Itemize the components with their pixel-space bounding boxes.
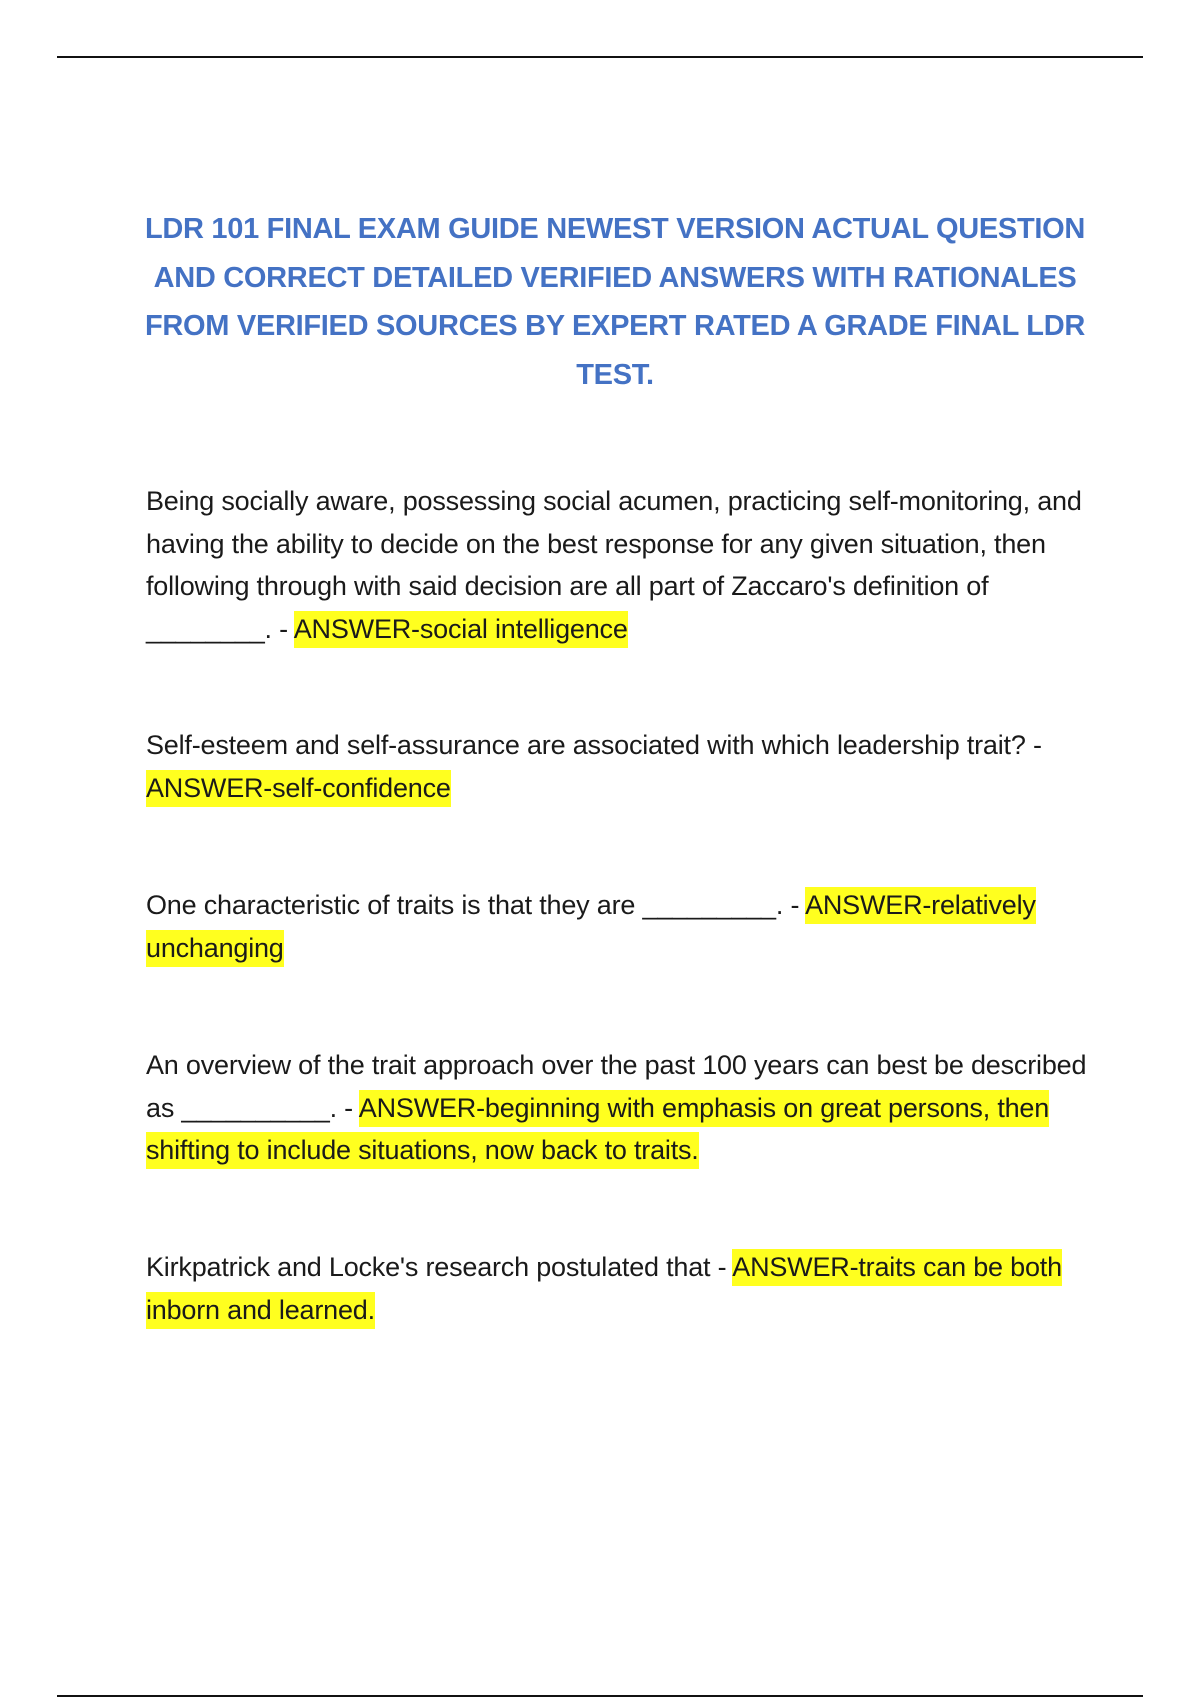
document-title: LDR 101 FINAL EXAM GUIDE NEWEST VERSION ACTUAL QUESTION AND CORRECT DETAILED VERIFIED ANSWERS WITH RATIONALES FROM VERIFIED SOURCES BY EXPERT RATED A GRADE FINAL LDR TEST.	[144, 213, 1086, 391]
top-rule	[57, 56, 1143, 58]
qa-item	[146, 724, 1096, 809]
question-text: Kirkpatrick and Locke's research postulated that -	[146, 1252, 733, 1282]
qa-item	[146, 1044, 1096, 1172]
qa-item	[146, 1246, 1096, 1331]
answer-highlight: ANSWER-traits can be both inborn and learned.	[146, 1249, 1062, 1329]
answer-highlight: ANSWER-beginning with emphasis on great persons, then shifting to include situations, now back to traits.	[146, 1090, 1049, 1170]
qa-item	[146, 480, 1096, 650]
bottom-rule	[57, 1695, 1143, 1697]
qa-item	[146, 884, 1096, 969]
question-text: Being socially aware, possessing social acumen, practicing self-monitoring, and having the ability to decide on the best response for any given situation, then following through with said decision are all part of Zaccaro's definition of ________. -	[146, 486, 1082, 644]
question-text: An overview of the trait approach over the past 100 years can best be described as __________. -	[146, 1050, 1087, 1123]
question-text: One characteristic of traits is that they are _________. -	[146, 890, 806, 920]
answer-highlight: ANSWER-relatively unchanging	[146, 887, 1036, 967]
answer-highlight: ANSWER-social intelligence	[294, 611, 628, 648]
question-text: Self-esteem and self-assurance are associated with which leadership trait? -	[146, 730, 1042, 760]
answer-highlight: ANSWER-self-confidence	[146, 770, 451, 807]
